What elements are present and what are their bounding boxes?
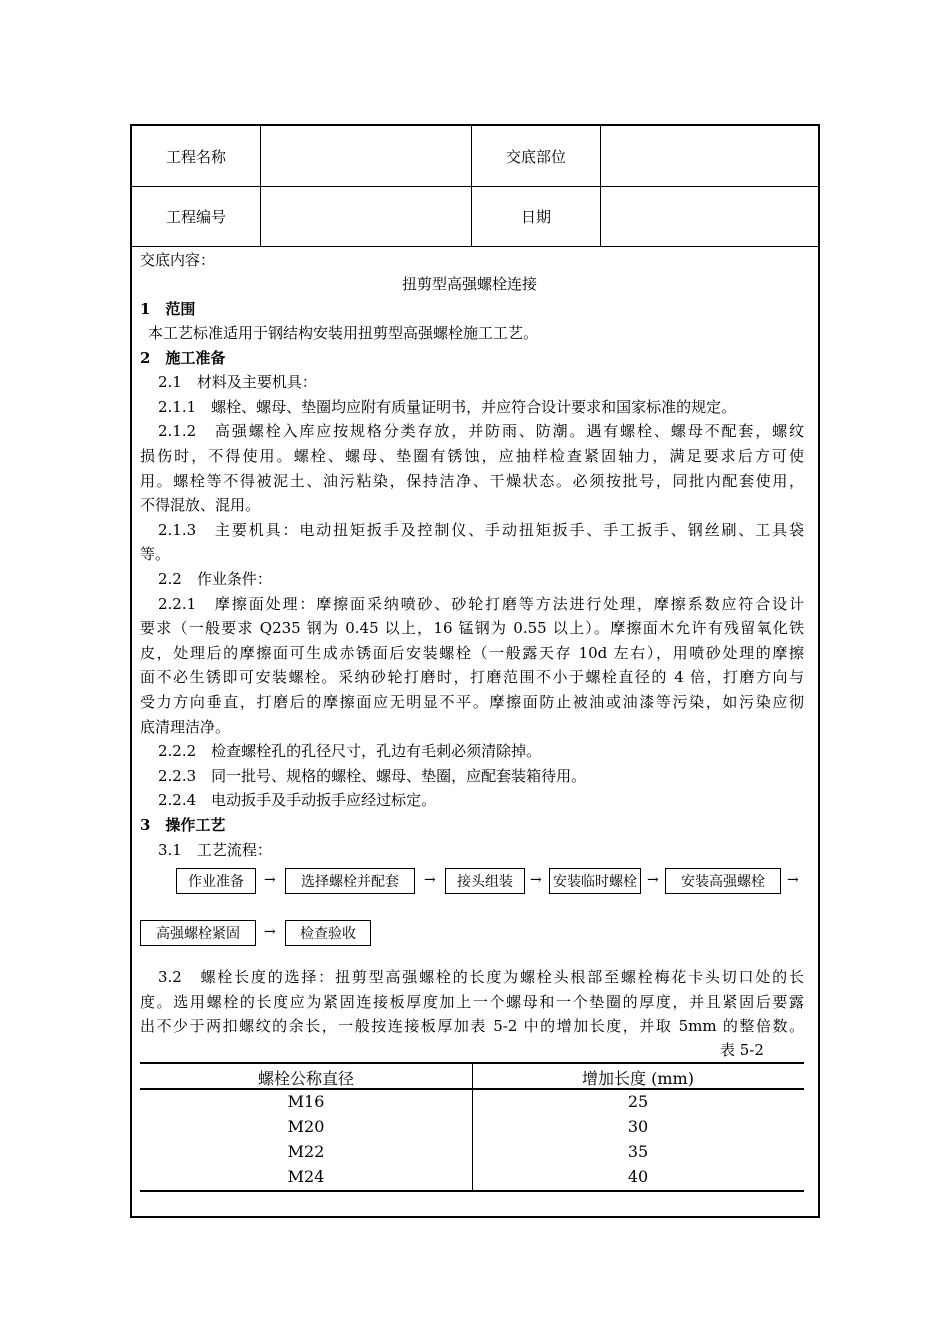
section-2-1-2-line-1: 2.1.2 高强螺栓入库应按规格分类存放，并防雨、防潮。遇有螺栓、螺母不配套，螺纹 — [158, 422, 804, 440]
flow-arrow-5: → — [787, 872, 799, 888]
table-cell-diameter: M22 — [287, 1142, 325, 1161]
section-2-1-2-line-4: 不得混放、混用。 — [140, 496, 261, 514]
section-1-text: 本工艺标准适用于钢结构安装用扭剪型高强螺栓施工工艺。 — [148, 324, 539, 342]
header-row-2 — [132, 186, 818, 247]
section-2-2-1-line-4: 面不必生锈即可安装螺栓。采纳砂轮打磨时，打磨范围不小于螺栓直径的 4 倍，打磨方向与 — [140, 668, 804, 686]
table-cell-length: 25 — [627, 1092, 649, 1111]
header-row-1 — [132, 126, 818, 187]
flow-step-select-bolts: 选择螺栓并配套 — [285, 868, 415, 894]
date-label: 日期 — [472, 186, 601, 246]
document-frame — [130, 124, 820, 1218]
project-name-label: 工程名称 — [132, 126, 261, 186]
section-2-heading: 2 施工准备 — [140, 349, 226, 367]
flow-arrow-4: → — [647, 872, 659, 888]
flow-arrow-3: → — [530, 872, 542, 888]
section-2-2-1-line-5: 受力方向垂直，打磨后的摩擦面应无明显不平。摩擦面防止被油或油漆等污染，如污染应彻 — [140, 693, 804, 711]
section-2-2-1-line-1: 2.2.1 摩擦面处理：摩擦面采纳喷砂、砂轮打磨等方法进行处理，摩擦系数应符合设计 — [158, 595, 804, 613]
flow-arrow-6: → — [264, 924, 276, 940]
table-caption: 表 5-2 — [720, 1041, 764, 1059]
project-no-label: 工程编号 — [132, 186, 261, 246]
table-cell-diameter: M24 — [287, 1167, 325, 1186]
section-2-1-3-line-1: 2.1.3 主要机具：电动扭矩扳手及控制仪、手动扭矩扳手、手工扳手、钢丝刷、工具袋 — [158, 521, 804, 539]
section-2-2-4: 2.2.4 电动扳手及手动扳手应经过标定。 — [158, 791, 437, 809]
table-cell-length: 35 — [627, 1142, 649, 1161]
section-2-2-1-line-6: 底清理洁净。 — [140, 718, 231, 736]
section-3-heading: 3 操作工艺 — [140, 816, 226, 834]
section-3-1-heading: 3.1 工艺流程： — [158, 841, 272, 859]
table-cell-length: 40 — [627, 1167, 649, 1186]
table-cell-length: 30 — [627, 1117, 649, 1136]
flow-step-joint-assembly: 接头组装 — [445, 868, 525, 894]
section-2-1-1: 2.1.1 螺栓、螺母、垫圈均应附有质量证明书，并应符合设计要求和国家标准的规定。 — [158, 398, 737, 416]
table-row — [140, 1167, 804, 1186]
section-2-2-2: 2.2.2 检查螺栓孔的孔径尺寸，孔边有毛刺必须清除掉。 — [158, 742, 542, 760]
section-2-1-2-line-3: 用。螺栓等不得被泥土、油污粘染，保持洁净、干燥状态。必须按批号，同批内配套使用， — [140, 472, 804, 490]
section-3-2-line-3: 出不少于两扣螺纹的余长，一般按连接板厚加表 5-2 中的增加长度，并取 5mm 的整倍数。 — [140, 1017, 804, 1035]
date-value — [601, 186, 818, 246]
flow-step-prep: 作业准备 — [176, 868, 256, 894]
flow-step-tighten: 高强螺栓紧固 — [140, 920, 256, 946]
flow-step-temp-bolts: 安装临时螺栓 — [549, 868, 641, 894]
section-3-2-line-1: 3.2 螺栓长度的选择：扭剪型高强螺栓的长度为螺栓头根部至螺栓梅花卡头切口处的长 — [158, 968, 804, 986]
section-2-2-1-line-3: 皮，处理后的摩擦面可生成赤锈面后安装螺栓（一般露天存 10d 左右），用喷砂处理的摩擦 — [140, 644, 804, 662]
table-cell-diameter: M20 — [287, 1117, 325, 1136]
table-header-length: 增加长度 (mm) — [582, 1069, 694, 1088]
table-cell-diameter: M16 — [287, 1092, 325, 1111]
table-row — [140, 1142, 804, 1161]
flow-step-install-hs-bolts: 安装高强螺栓 — [665, 868, 781, 894]
flow-step-inspect: 检查验收 — [285, 920, 371, 946]
section-2-2-3: 2.2.3 同一批号、规格的螺栓、螺母、垫圈，应配套装箱待用。 — [158, 767, 587, 785]
intro-label: 交底内容： — [140, 251, 216, 269]
section-2-1-2-line-2: 损伤时，不得使用。螺栓、螺母、垫圈有锈蚀，应抽样检查紧固轴力，满足要求后方可使 — [140, 447, 804, 465]
project-name-value — [261, 126, 472, 186]
section-2-1-heading: 2.1 材料及主要机具： — [158, 373, 317, 391]
table-row — [140, 1117, 804, 1136]
section-2-2-1-line-2: 要求（一般要求 Q235 钢为 0.45 以上，16 锰钢为 0.55 以上）。摩擦面木允许有残留氧化铁 — [140, 619, 804, 637]
table-row — [140, 1092, 804, 1111]
section-3-2-line-2: 度。选用螺栓的长度应为紧固连接板厚度加上一个螺母和一个垫圈的厚度，并且紧固后要露 — [140, 993, 804, 1011]
table-header-diameter: 螺栓公称直径 — [257, 1069, 354, 1088]
table-bottom-rule — [140, 1190, 804, 1192]
flow-arrow-1: → — [264, 872, 276, 888]
section-1-heading: 1 范围 — [140, 300, 196, 318]
section-2-1-3-line-2: 等。 — [140, 545, 171, 563]
handover-part-value — [601, 126, 818, 186]
section-2-2-heading: 2.2 作业条件： — [158, 570, 272, 588]
project-no-value — [261, 186, 472, 246]
flow-arrow-2: → — [424, 872, 436, 888]
handover-part-label: 交底部位 — [472, 126, 601, 186]
doc-title: 扭剪型高强螺栓连接 — [402, 275, 538, 293]
